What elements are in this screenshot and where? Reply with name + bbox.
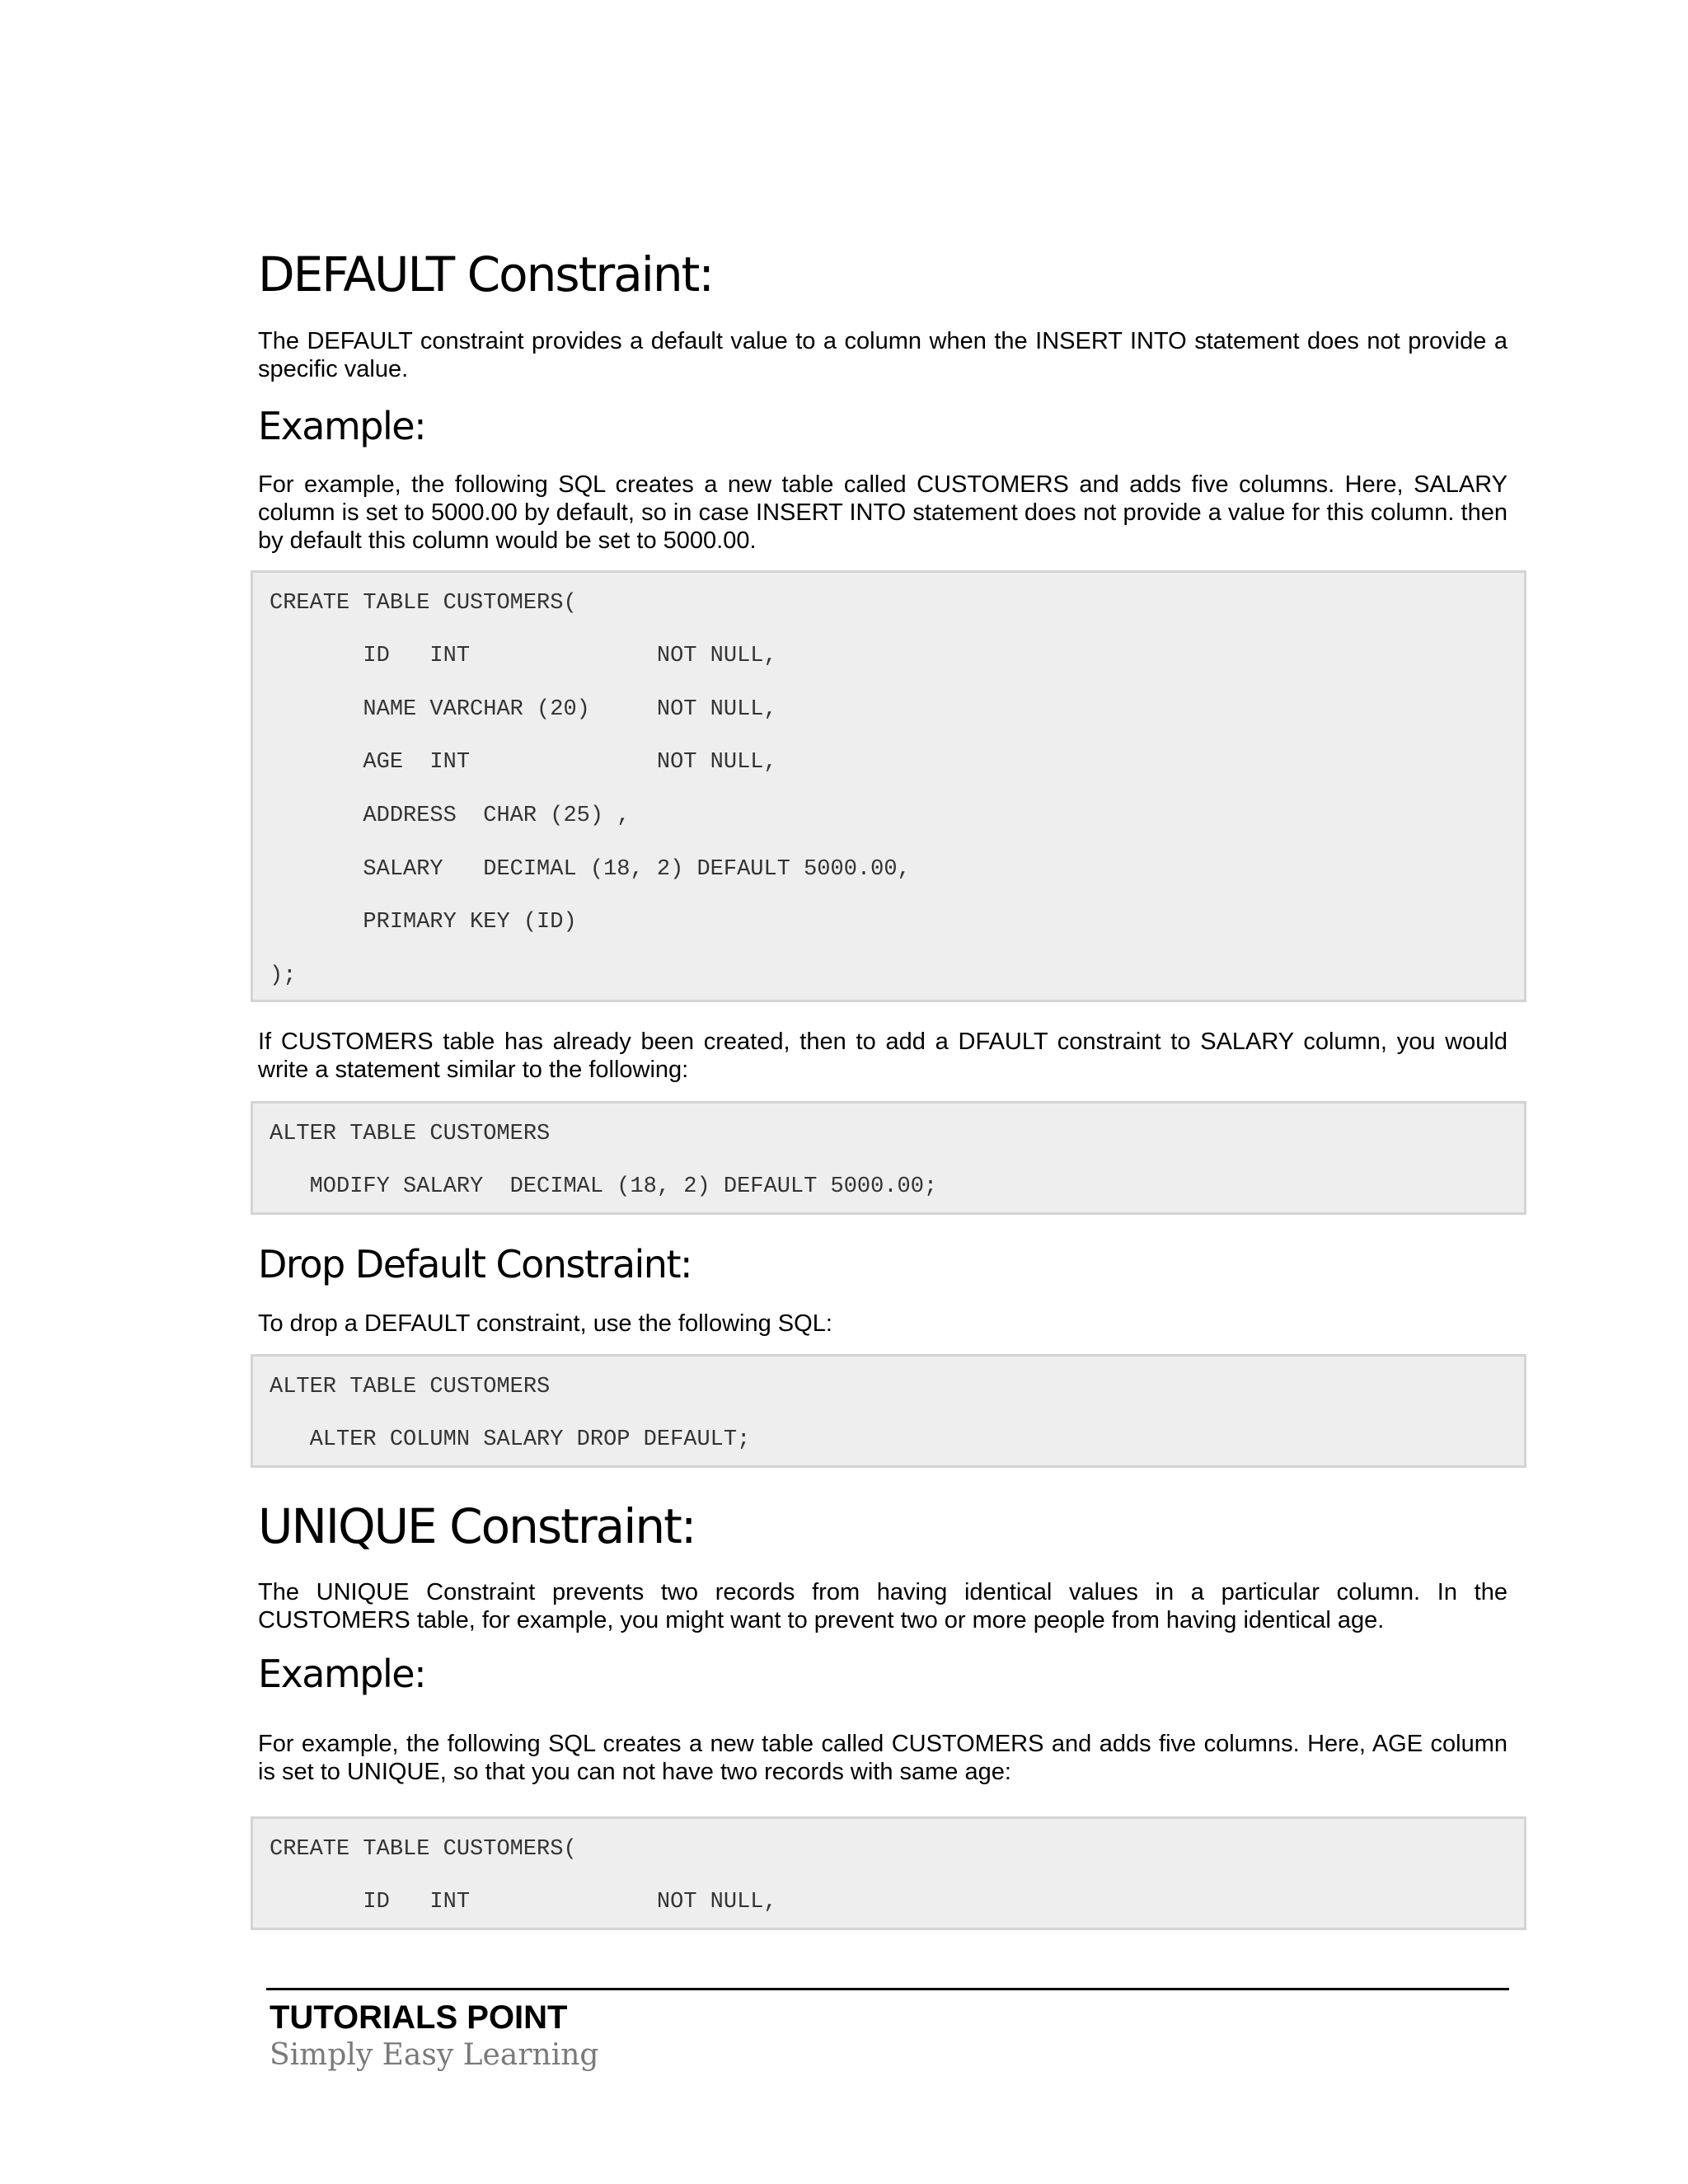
code-line: AGE INT NOT NULL, — [270, 750, 777, 775]
code-line: NAME VARCHAR (20) NOT NULL, — [270, 697, 777, 722]
code-line: ALTER COLUMN SALARY DROP DEFAULT; — [270, 1427, 751, 1452]
code-line: ); — [270, 963, 297, 988]
code-line: ID INT NOT NULL, — [270, 1890, 777, 1915]
unique-example-text: For example, the following SQL creates a new table called CUSTOMERS and adds five columns. Here, AGE column is set to UNIQUE, so that you can not have two records with same age: — [258, 1731, 1507, 1785]
code-line: ALTER TABLE CUSTOMERS — [270, 1122, 551, 1146]
unique-example-heading: Example: — [258, 1652, 426, 1696]
default-example-heading: Example: — [258, 404, 426, 448]
default-constraint-intro: The DEFAULT constraint provides a default value to a column when the INSERT INTO statement does not provide a specific value. — [258, 328, 1507, 382]
footer-tagline: Simply Easy Learning — [270, 2038, 599, 2072]
code-line: SALARY DECIMAL (18, 2) DEFAULT 5000.00, — [270, 857, 911, 882]
footer-divider — [266, 1988, 1509, 1990]
default-example-text: For example, the following SQL creates a new table called CUSTOMERS and adds five columns. Here, SALARY column is set to 5000.00 by default, so in case INSERT INTO statement does not provide a value for this column. then by default this column would be set to 5000.00. — [258, 471, 1507, 554]
code-line: ALTER TABLE CUSTOMERS — [270, 1375, 551, 1399]
unique-create-code-block — [251, 1816, 1526, 1930]
code-line: ID INT NOT NULL, — [270, 644, 777, 668]
code-line: MODIFY SALARY DECIMAL (18, 2) DEFAULT 5000.00; — [270, 1174, 938, 1199]
unique-constraint-intro: The UNIQUE Constraint prevents two records from having identical values in a particular column. In the CUSTOMERS table, for example, you might want to prevent two or more people from having identical age. — [258, 1579, 1507, 1633]
default-alter-text: If CUSTOMERS table has already been created, then to add a DFAULT constraint to SALARY column, you would write a statement similar to the following: — [258, 1029, 1507, 1083]
drop-default-heading: Drop Default Constraint: — [258, 1242, 692, 1286]
code-line: CREATE TABLE CUSTOMERS( — [270, 591, 577, 616]
footer-brand: TUTORIALS POINT — [270, 1999, 568, 2036]
default-constraint-heading: DEFAULT Constraint: — [258, 246, 713, 302]
code-line: CREATE TABLE CUSTOMERS( — [270, 1837, 577, 1862]
default-create-code-block — [251, 570, 1526, 1002]
drop-default-text: To drop a DEFAULT constraint, use the following SQL: — [258, 1310, 832, 1337]
default-alter-code-block — [251, 1101, 1526, 1215]
unique-constraint-heading: UNIQUE Constraint: — [258, 1498, 696, 1554]
code-line: ADDRESS CHAR (25) , — [270, 804, 631, 828]
code-line: PRIMARY KEY (ID) — [270, 910, 577, 935]
drop-default-code-block — [251, 1354, 1526, 1468]
